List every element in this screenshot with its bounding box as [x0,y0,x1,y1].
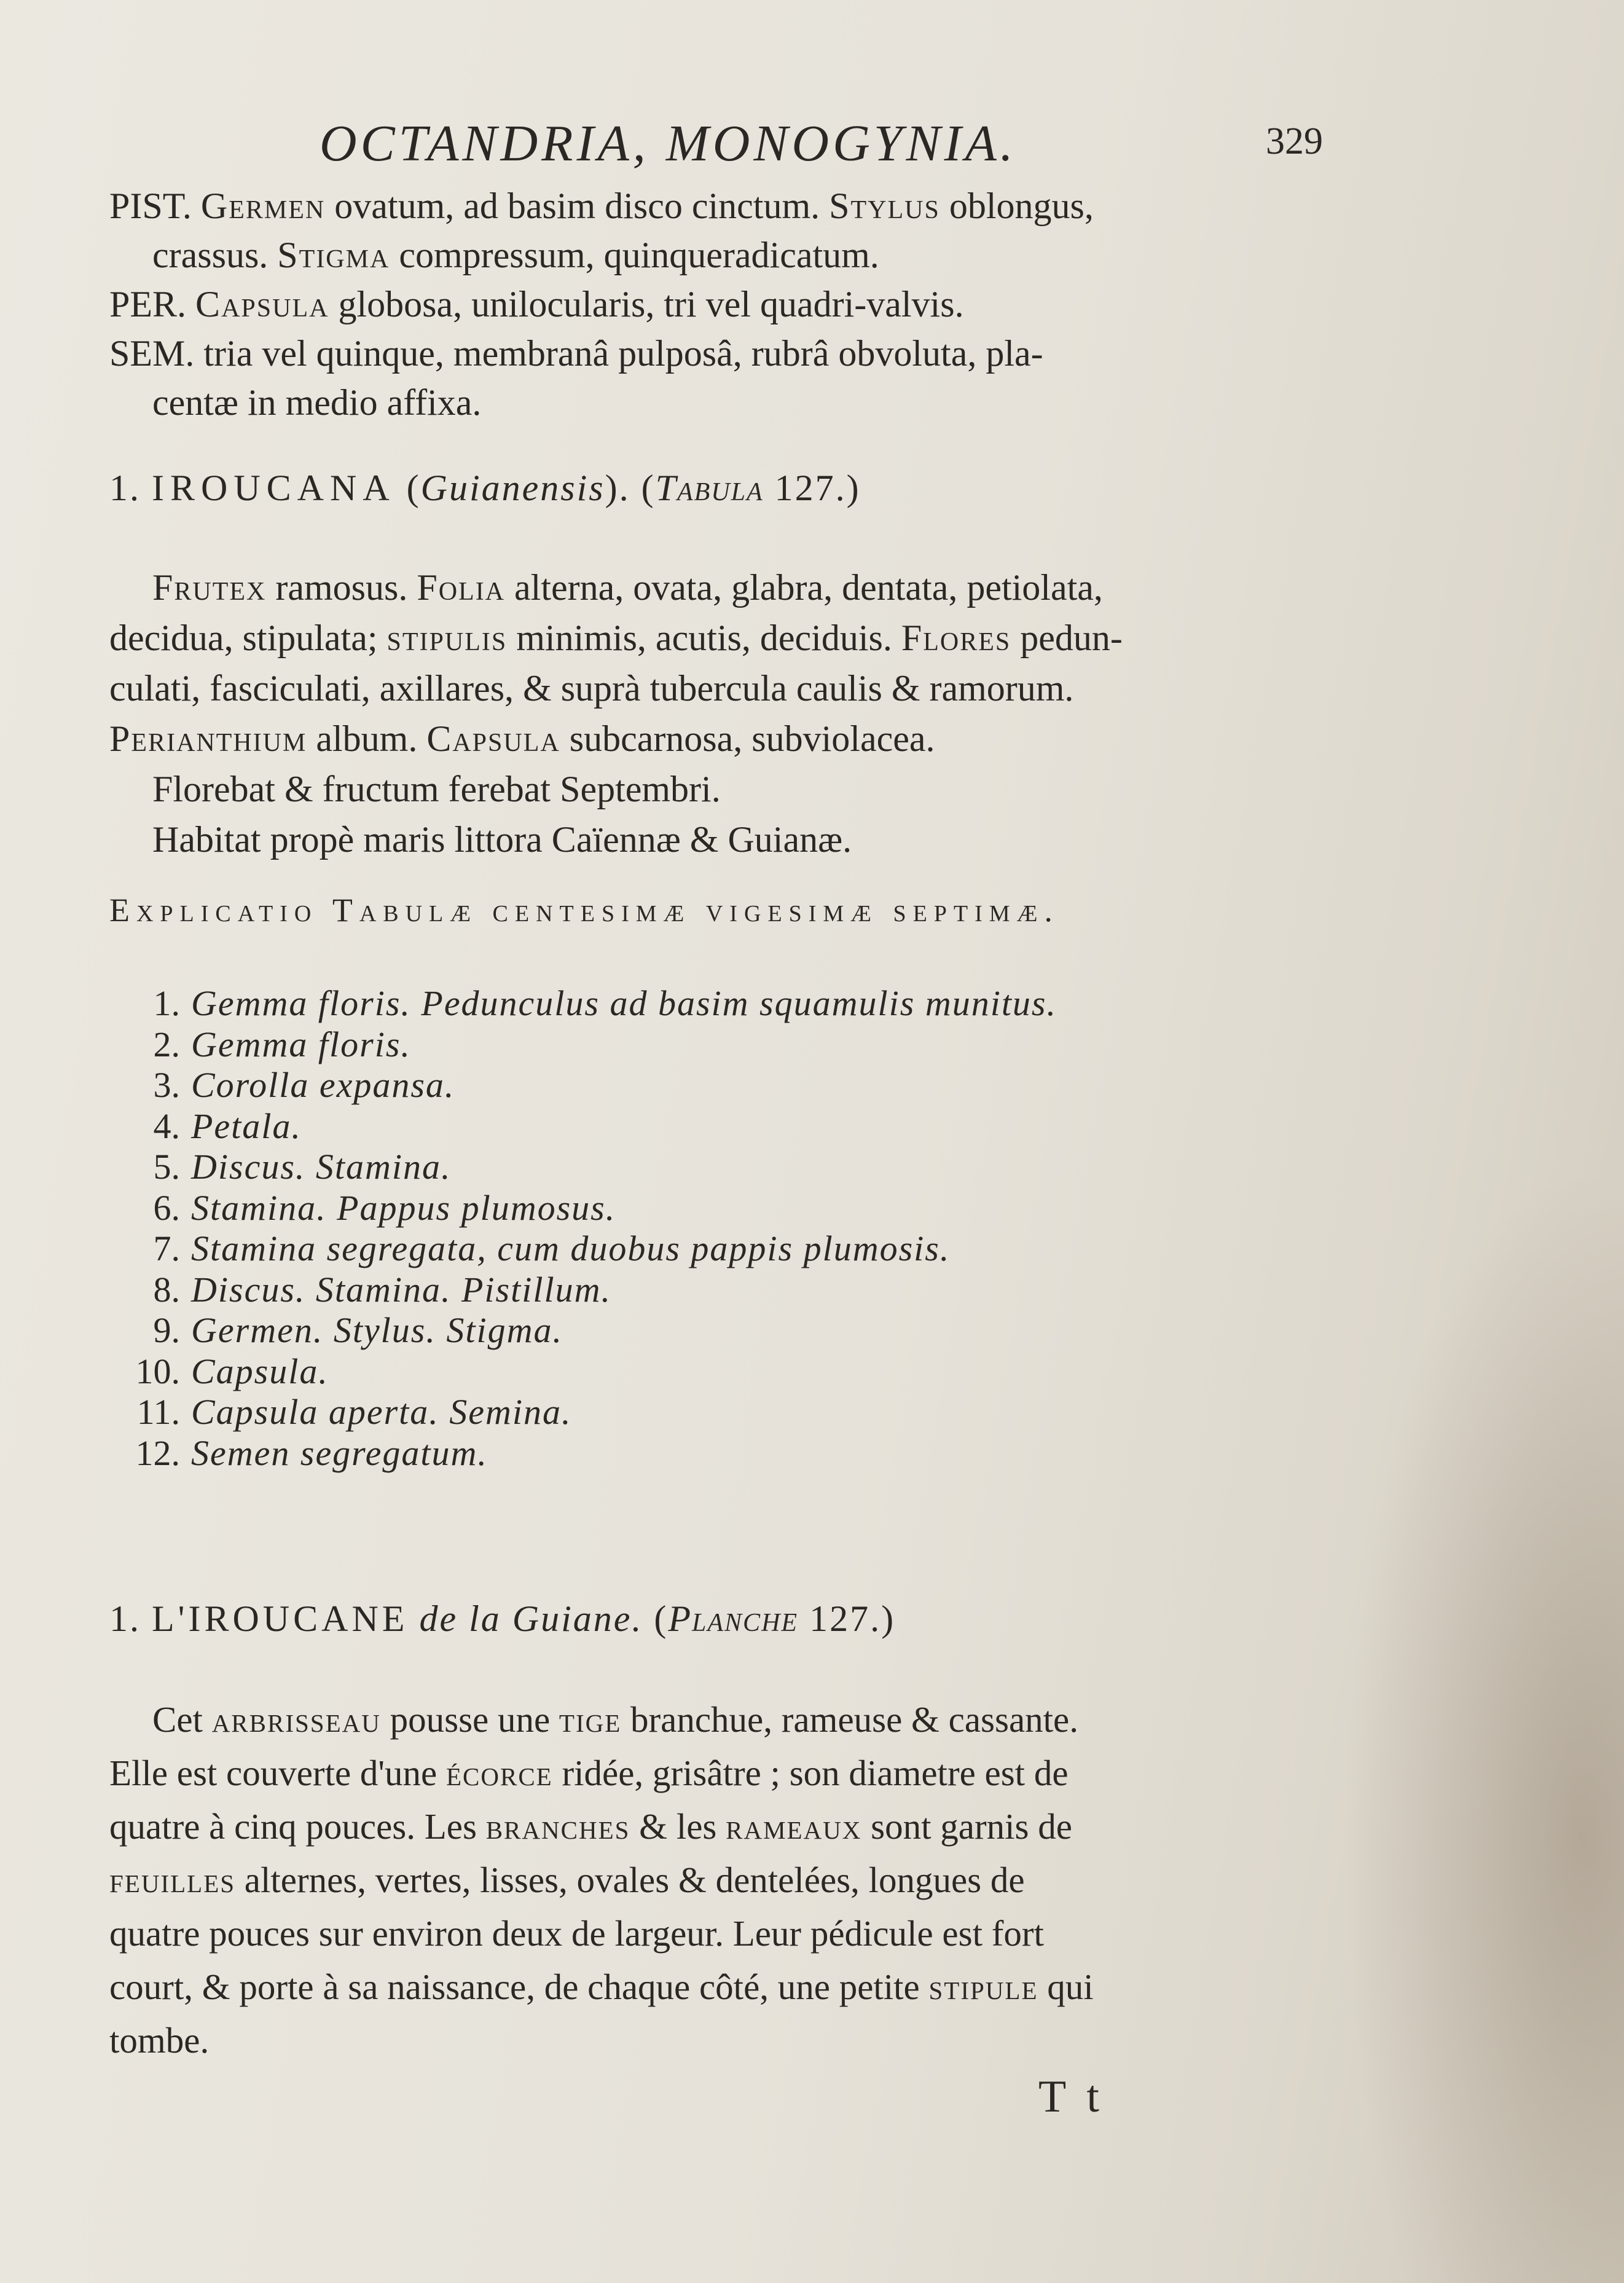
fr-text: Elle est couverte d'une [109,1753,446,1793]
french-number: 1. [109,1598,141,1639]
species-heading: 1. IROUCANA (Guianensis). (Tabula 127.) [109,468,861,508]
plate-item [109,1310,1277,1351]
pist-cont: crassus. [152,235,278,275]
fr-text: branchue, rameuse & cassante. [621,1699,1078,1740]
fr-text: court, & porte à sa naissance, de chaque côté, une petite [109,1967,929,2007]
running-title: OCTANDRIA, MONOGYNIA. [320,115,1017,172]
french-description [109,1693,1354,2067]
fr-line-3 [109,1800,1354,1853]
plate-item [109,1392,1277,1433]
fr-line-7: tombe. [109,2020,210,2061]
plate-item-caption: Capsula aperta. Semina. [191,1392,572,1432]
species-description [109,562,1354,865]
stylus-term: Stylus [829,186,940,226]
desc-line-3 [109,663,1354,713]
fr-line-2 [109,1747,1354,1800]
fr-text: ridée, grisâtre ; son diametre est de [552,1753,1069,1793]
fr-text: quatre à cinq pouces. Les [109,1806,486,1847]
pist-text-2: oblongus, [939,186,1094,226]
tabula-label: Tabula [655,468,764,508]
plate-item-number: 3. [153,1065,180,1105]
desc-line-4 [109,713,1354,764]
plate-item-caption: Semen segregatum. [191,1432,488,1473]
plate-item [109,1106,1277,1147]
fr-text: qui [1038,1967,1094,2007]
plate-item-number: 10. [135,1351,180,1391]
plate-item [109,983,1277,1024]
frutex-term: Frutex [152,567,267,608]
fr-line-6 [109,1960,1354,2014]
desc-text: ramosus. [266,567,417,608]
fr-text: pousse une [380,1699,559,1740]
species-number: 1. [109,468,141,508]
pist-cont-2: compressum, quinqueradicatum. [390,235,879,275]
french-name: L'IROUCANE [152,1598,409,1639]
fr-text: & les [630,1806,726,1847]
feuilles-term: feuilles [109,1860,236,1900]
french-heading: 1. L'IROUCANE de la Guiane. (Planche 127.) [109,1598,896,1639]
fr-text: sont garnis de [861,1806,1072,1847]
rameaux-term: rameaux [726,1806,862,1847]
sem-text: tria vel quinque, membranâ pulposâ, rubrâ obvoluta, pla- [194,333,1043,374]
plate-item-number: 12. [135,1432,180,1473]
plate-item [109,1147,1277,1188]
plate-item-caption: Capsula. [191,1351,329,1391]
per-lead: PER. [109,284,187,324]
page-shadow [1341,1168,1624,2283]
pist-line [109,181,1354,230]
plate-explanation-list [109,983,1277,1474]
desc-line-2 [109,613,1354,663]
page-number: 329 [1266,120,1323,162]
plate-item [109,1188,1277,1229]
stipule-term: stipule [928,1967,1038,2007]
desc-text: culati, fasciculati, axillares, & suprà tubercula caulis & ramorum. [109,668,1074,709]
plate-item [109,1270,1277,1311]
branches-term: branches [485,1806,630,1847]
pist-text: ovatum, ad basim disco cinctum. [325,186,830,226]
signature-mark: T t [1038,2072,1104,2122]
desc-text: decidua, stipulata; [109,618,387,658]
fr-text: Cet [152,1699,212,1740]
plate-item-number: 7. [153,1228,180,1268]
desc-text: minimis, acutis, deciduis. [507,618,901,658]
pistil-description [109,181,1354,427]
plate-item [109,1228,1277,1270]
desc-text: pedun- [1011,618,1123,658]
plate-item-number: 5. [153,1147,180,1187]
perianthium-term: Perianthium [109,718,307,759]
arbrisseau-term: arbrisseau [211,1699,381,1740]
species-name: IROUCANA [152,468,396,508]
per-text: globosa, unilocularis, tri vel quadri-valvis. [329,284,964,324]
sem-lead: SEM. [109,333,195,374]
plate-item-caption: Discus. Stamina. Pistillum. [191,1269,611,1310]
plate-item-number: 6. [153,1187,180,1228]
plate-item-caption: Gemma floris. [191,1024,411,1064]
capsula-term: Capsula [426,718,560,759]
florebat-line: Florebat & fructum ferebat Septembri. [152,769,721,809]
plate-item [109,1351,1277,1393]
capsula-term: Capsula [195,284,329,324]
desc-text: album. [307,718,427,759]
plate-item-number: 9. [153,1310,180,1350]
tabula-number: 127. [774,468,847,508]
plate-item-number: 11. [136,1392,180,1432]
planche-number: 127. [809,1598,882,1639]
fr-line-4 [109,1853,1354,1907]
desc-text: subcarnosa, subviolacea. [560,718,935,759]
sem-cont-line [109,378,1354,427]
pist-lead: PIST. [109,186,192,226]
folia-term: Folia [417,567,506,608]
plate-item [109,1065,1277,1106]
page-header [320,114,1364,181]
plate-item-caption: Stamina. Pappus plumosus. [191,1187,616,1228]
plate-item-caption: Germen. Stylus. Stigma. [191,1310,563,1350]
plate-item-caption: Stamina segregata, cum duobus pappis plumosis. [191,1228,951,1268]
germen-term: Germen [200,186,326,226]
plate-item-caption: Discus. Stamina. [191,1147,452,1187]
species-epithet: Guianensis [420,468,605,508]
plate-item-number: 2. [153,1024,180,1064]
stigma-term: Stigma [277,235,390,275]
flores-term: Flores [901,618,1011,658]
planche-label: Planche [668,1598,799,1639]
pist-cont-line [109,230,1354,280]
french-place: de la Guiane. [419,1598,643,1639]
desc-text: alterna, ovata, glabra, dentata, petiolata, [505,567,1103,608]
plate-item-number: 8. [153,1269,180,1310]
fr-line-1 [109,1693,1354,1747]
explicatio-title: Explicatio Tabulæ centesimæ vigesimæ septimæ. [109,892,1059,929]
stipulis-term: stipulis [386,618,508,658]
fr-text: alternes, vertes, lisses, ovales & dentelées, longues de [235,1860,1025,1900]
plate-item [109,1024,1277,1066]
plate-item-caption: Petala. [191,1106,302,1146]
plate-item-caption: Corolla expansa. [191,1065,455,1105]
sem-line [109,329,1354,378]
habitat-line: Habitat propè maris littora Caïennæ & Guianæ. [152,819,852,860]
plate-item-number: 1. [153,983,180,1023]
plate-item-caption: Gemma floris. Pedunculus ad basim squamulis munitus. [191,983,1057,1023]
sem-cont: centæ in medio affixa. [152,382,482,423]
plate-item-number: 4. [153,1106,180,1146]
ecorce-term: écorce [445,1753,553,1793]
plate-item [109,1433,1277,1474]
desc-line-1 [109,562,1354,613]
tige-term: tige [559,1699,622,1740]
fr-line-5: quatre pouces sur environ deux de largeur. Leur pédicule est fort [109,1913,1044,1954]
per-line [109,280,1354,329]
